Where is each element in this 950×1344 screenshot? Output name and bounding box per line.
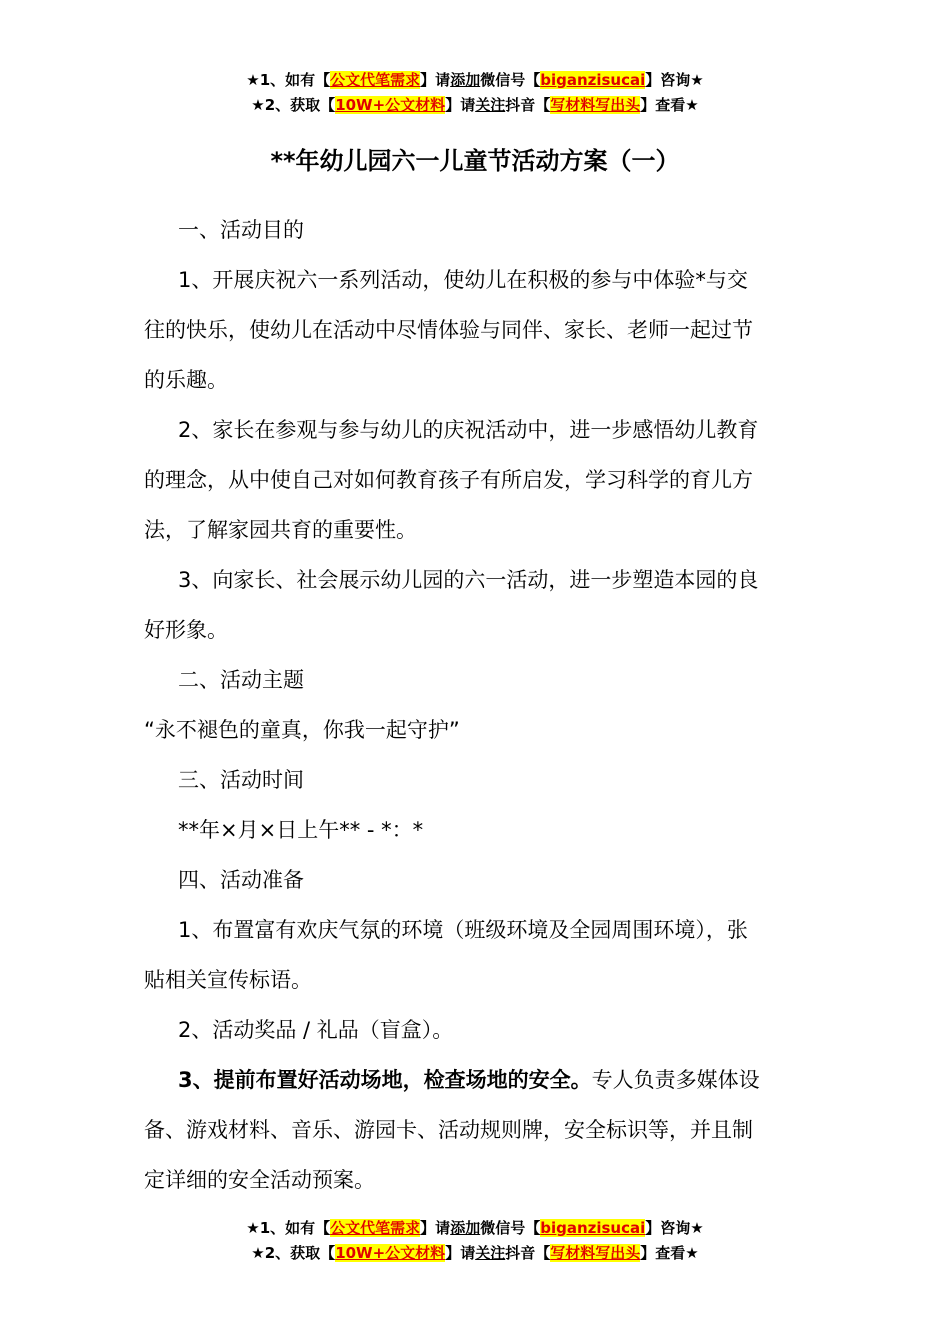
paragraph-line: 备、游戏材料、音乐、游园卡、活动规则牌，安全标识等，并且制 — [144, 1118, 753, 1142]
paragraph-line: 2、家长在参观与参与幼儿的庆祝活动中，进一步感悟幼儿教育 — [178, 418, 759, 442]
header-line-1-suffix: 】咨询★ — [645, 71, 704, 89]
footer-douyin-label: 抖音【 — [505, 1244, 551, 1262]
paragraph-line — [144, 1055, 804, 1105]
paragraph-line: 2、活动奖品 / 礼品（盲盒）。 — [178, 1018, 454, 1042]
header-ghostwriting-highlight: 公文代笔需求 — [330, 71, 421, 89]
footer-ghostwriting-highlight: 公文代笔需求 — [330, 1219, 421, 1237]
paragraph-line: 的乐趣。 — [144, 368, 228, 392]
footer-wechat-id-highlight: biganzisucai — [540, 1219, 646, 1237]
header-wechat-label: 微信号【 — [480, 71, 541, 89]
header-line-1 — [0, 68, 950, 93]
header-add-underlined: 添加 — [450, 71, 481, 89]
document-body — [144, 205, 804, 1205]
footer-add-underlined: 添加 — [450, 1219, 481, 1237]
footer-line-1 — [0, 1216, 950, 1241]
paragraph-line: 3、向家长、社会展示幼儿园的六一活动，进一步塑造本园的良 — [178, 568, 759, 592]
section-heading-goal: 一、活动目的 — [178, 218, 304, 242]
footer-line-2-suffix: 】查看★ — [640, 1244, 699, 1262]
paragraph-line: 法，了解家园共育的重要性。 — [144, 518, 417, 542]
header-materials-highlight: 10W+公文材料 — [335, 96, 446, 114]
header-banner — [0, 68, 950, 118]
header-line-2-suffix: 】查看★ — [640, 96, 699, 114]
paragraph-line: 往的快乐，使幼儿在活动中尽情体验与同伴、家长、老师一起过节 — [144, 318, 753, 342]
header-line-1-prefix: ★1、如有【 — [246, 71, 331, 89]
footer-douyin-id-highlight: 写材料写出头 — [550, 1244, 641, 1262]
paragraph-line: 好形象。 — [144, 618, 228, 642]
footer-wechat-label: 微信号【 — [480, 1219, 541, 1237]
footer-materials-highlight: 10W+公文材料 — [335, 1244, 446, 1262]
paragraph-rest-text: 专人负责多媒体设 — [591, 1068, 760, 1092]
header-douyin-id-highlight: 写材料写出头 — [550, 96, 641, 114]
document-title: **年幼儿园六一儿童节活动方案（一） — [270, 147, 680, 175]
section-heading-preparation: 四、活动准备 — [178, 868, 304, 892]
bold-lead-text: 3、提前布置好活动场地，检查场地的安全。 — [178, 1068, 592, 1092]
paragraph-line: 1、布置富有欢庆气氛的环境（班级环境及全园周围环境），张 — [178, 918, 748, 942]
header-line-2-mid: 】请 — [445, 96, 476, 114]
section-heading-theme: 二、活动主题 — [178, 668, 304, 692]
section-heading-time: 三、活动时间 — [178, 768, 304, 792]
header-line-1-mid: 】请 — [420, 71, 451, 89]
footer-line-1-prefix: ★1、如有【 — [246, 1219, 331, 1237]
footer-line-2-mid: 】请 — [445, 1244, 476, 1262]
header-follow-underlined: 关注 — [475, 96, 506, 114]
footer-line-2 — [0, 1241, 950, 1266]
header-line-2-prefix: ★2、获取【 — [251, 96, 336, 114]
paragraph-line: 定详细的安全活动预案。 — [144, 1168, 375, 1192]
header-wechat-id-highlight: biganzisucai — [540, 71, 646, 89]
paragraph-line: 的理念，从中使自己对如何教育孩子有所启发，学习科学的育儿方 — [144, 468, 753, 492]
footer-banner — [0, 1216, 950, 1266]
footer-follow-underlined: 关注 — [475, 1244, 506, 1262]
header-douyin-label: 抖音【 — [505, 96, 551, 114]
footer-line-1-mid: 】请 — [420, 1219, 451, 1237]
paragraph-line: 1、开展庆祝六一系列活动，使幼儿在积极的参与中体验*与交 — [178, 268, 748, 292]
footer-line-2-prefix: ★2、获取【 — [251, 1244, 336, 1262]
footer-line-1-suffix: 】咨询★ — [645, 1219, 704, 1237]
header-line-2 — [0, 93, 950, 118]
theme-text: “永不褪色的童真，你我一起守护” — [144, 718, 460, 742]
time-text: **年×月×日上午** - *：* — [178, 818, 424, 842]
paragraph-line: 贴相关宣传标语。 — [144, 968, 312, 992]
